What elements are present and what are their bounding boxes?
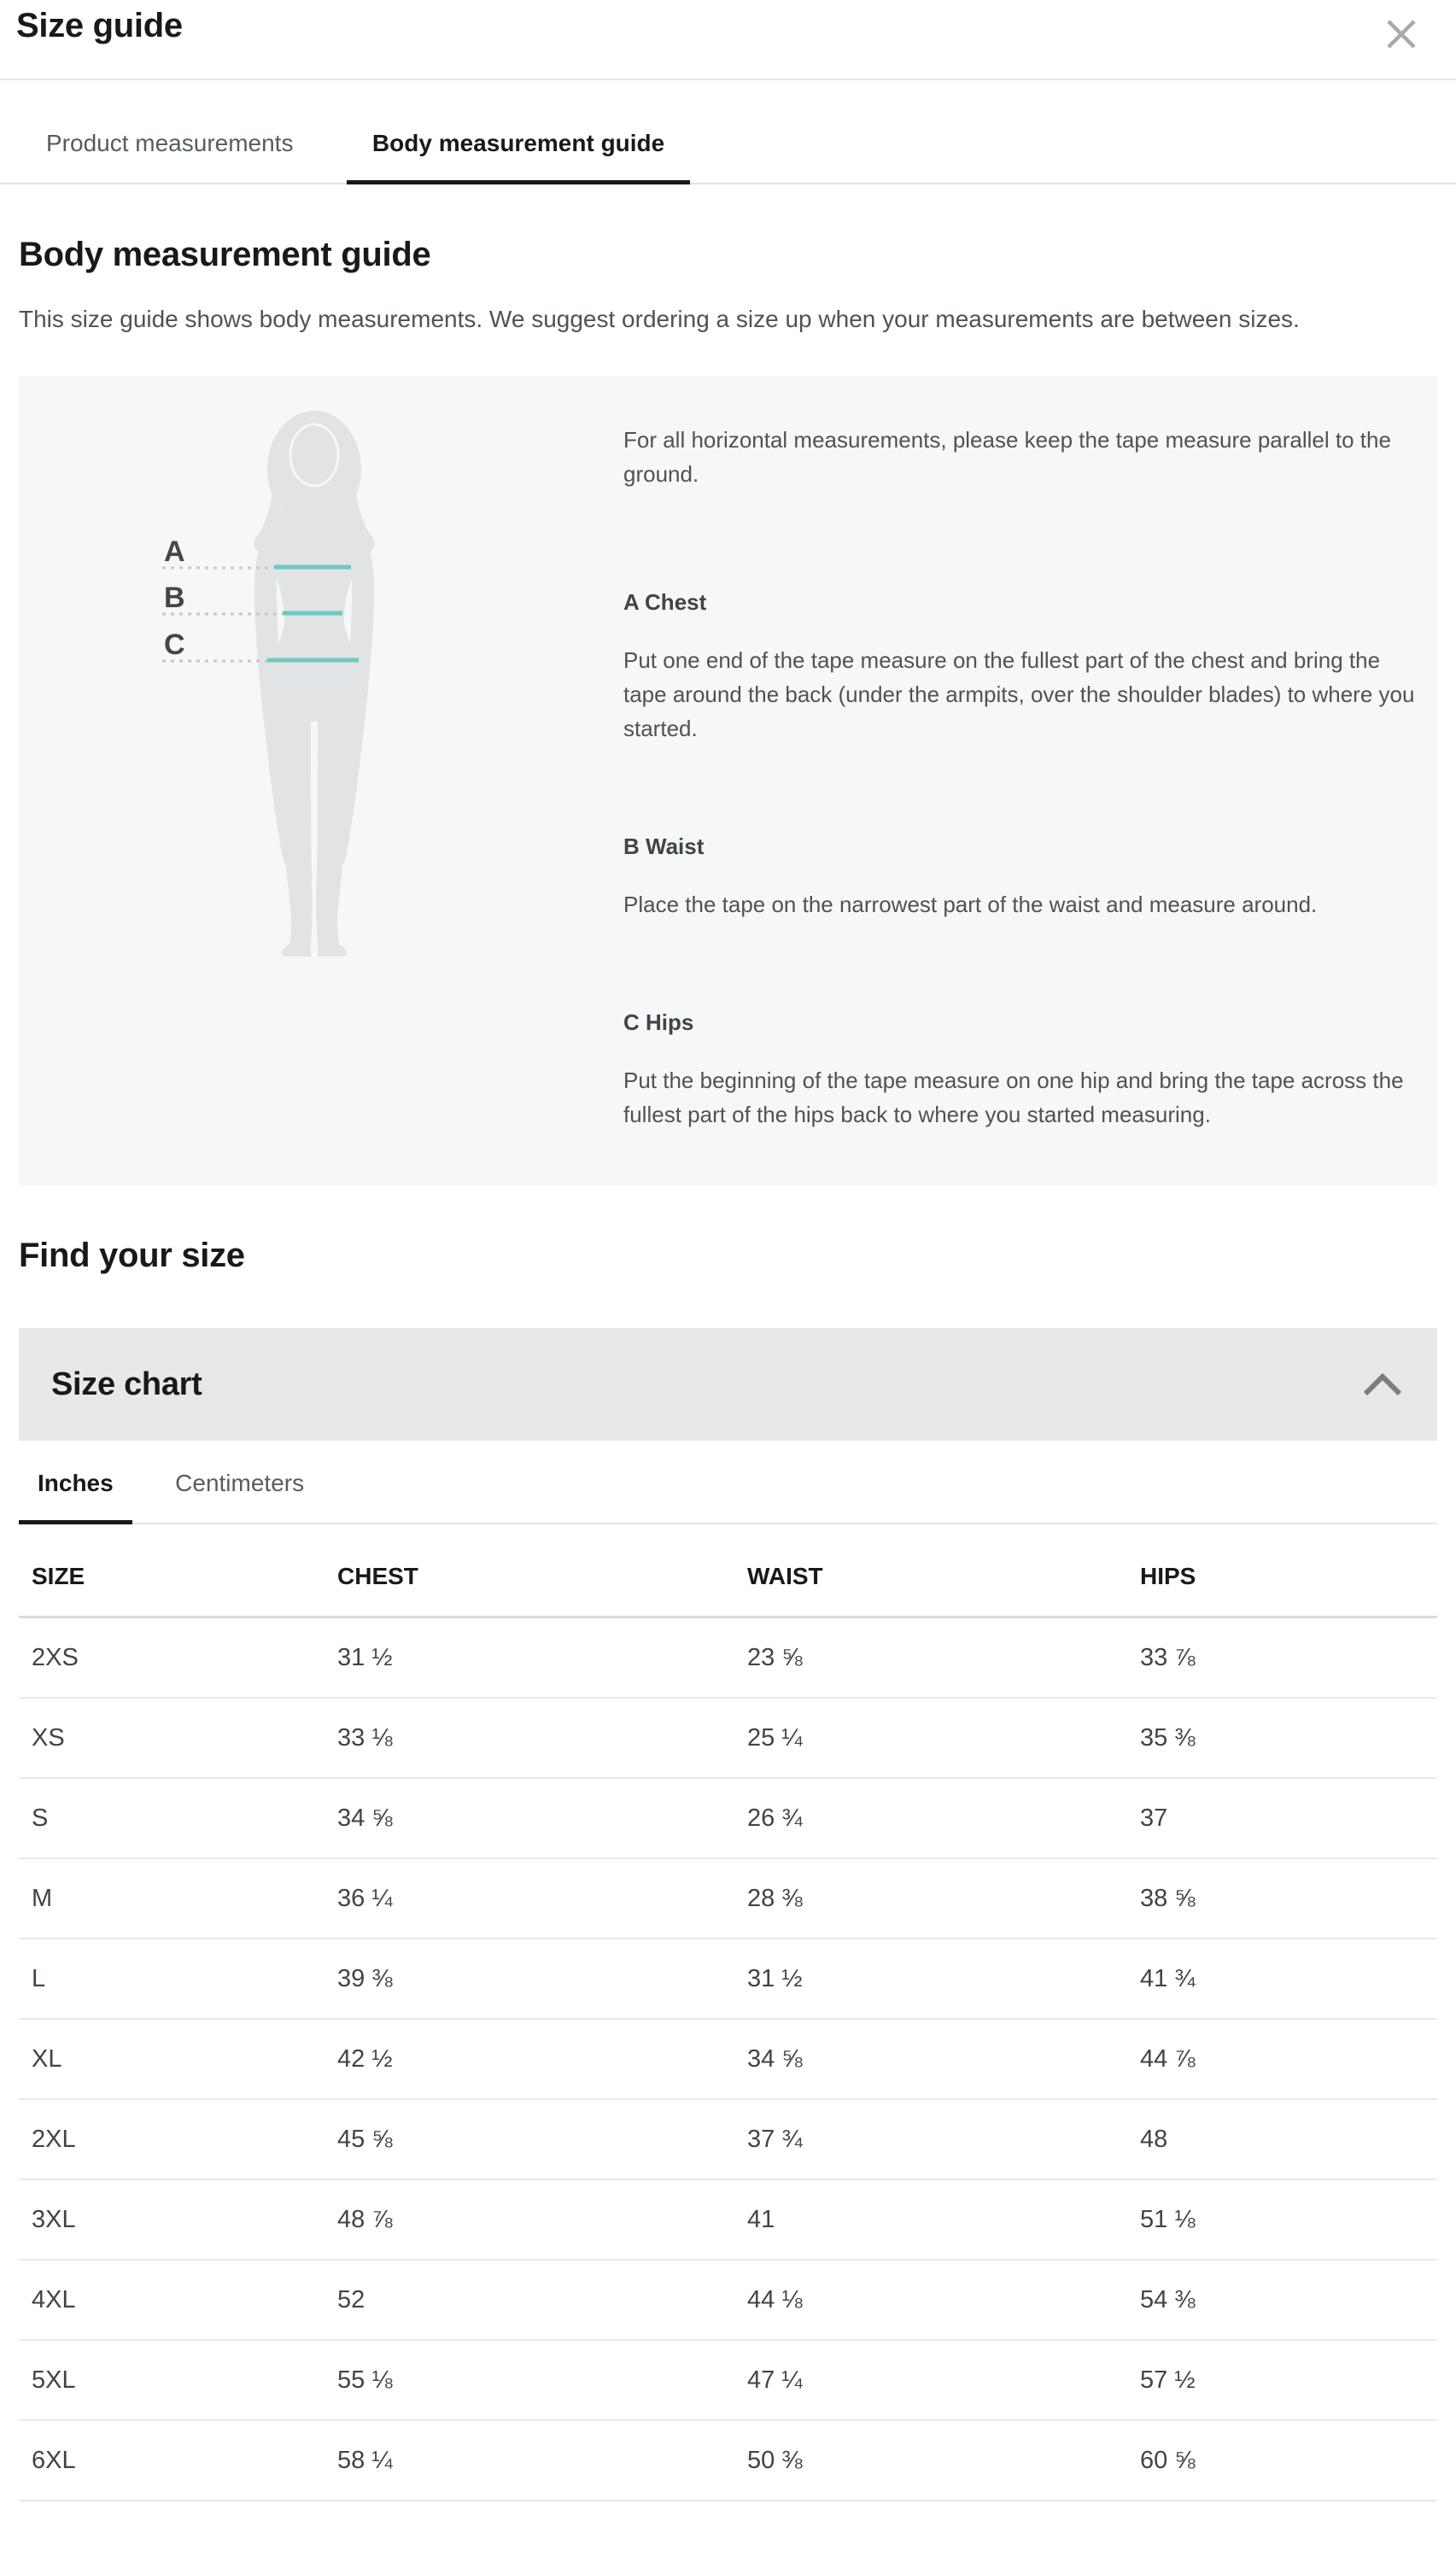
tab-body-measurement-guide[interactable]: Body measurement guide [347,130,690,183]
body-guide-heading: Body measurement guide [19,236,431,273]
cell-waist: 44 ⅛ [734,2260,1127,2340]
cell-size: 6XL [19,2420,325,2501]
cell-chest: 42 ½ [325,2019,734,2099]
cell-waist: 23 ⅝ [734,1617,1127,1699]
cell-chest: 52 [325,2260,734,2340]
tape-note: For all horizontal measurements, please keep the tape measure parallel to the ground. [623,427,1391,487]
cell-waist: 34 ⅝ [734,2019,1127,2099]
table-row [19,2179,1437,2260]
table-row [19,1858,1437,1939]
cell-hips: 48 [1127,2099,1437,2179]
col-size: SIZE [19,1563,325,1617]
table-row [19,2099,1437,2179]
measurement-instructions [617,377,1437,1185]
cell-size: 2XS [19,1617,325,1699]
waist-label: B Waist [623,834,705,859]
unit-tabs [19,1441,1437,1524]
cell-chest: 36 ¼ [325,1858,734,1939]
cell-hips: 33 ⅞ [1127,1617,1437,1699]
guide-tabs [0,80,1456,184]
tab-product-measurements[interactable]: Product measurements [46,130,294,156]
dialog-header [0,0,1456,80]
col-chest: CHEST [325,1563,734,1617]
cell-size: L [19,1939,325,2019]
cell-size: 5XL [19,2340,325,2420]
close-icon [1383,15,1420,53]
cell-hips: 60 ⅝ [1127,2420,1437,2501]
cell-chest: 45 ⅝ [325,2099,734,2179]
cell-size: M [19,1858,325,1939]
close-button[interactable] [1377,10,1425,61]
cell-size: XL [19,2019,325,2099]
figure-label-c: C [164,629,185,661]
cell-chest: 34 ⅝ [325,1778,734,1858]
tab-inches[interactable]: Inches [19,1470,132,1523]
cell-hips: 37 [1127,1778,1437,1858]
chest-text: Put one end of the tape measure on the fullest part of the chest and bring the tape around the back (under the armpits, over the shoulder blades) to where you started. [623,647,1415,741]
table-row [19,1778,1437,1858]
body-figure [19,377,617,1185]
cell-hips: 57 ½ [1127,2340,1437,2420]
cell-waist: 26 ¾ [734,1778,1127,1858]
cell-size: 2XL [19,2099,325,2179]
table-row [19,2340,1437,2420]
cell-waist: 25 ¼ [734,1698,1127,1778]
cell-chest: 33 ⅛ [325,1698,734,1778]
figure-label-a: A [164,535,185,568]
cell-waist: 31 ½ [734,1939,1127,2019]
cell-waist: 37 ¾ [734,2099,1127,2179]
dialog-content [0,236,1456,2501]
cell-size: XS [19,1698,325,1778]
size-chart-toggle[interactable] [19,1328,1437,1441]
cell-waist: 50 ⅜ [734,2420,1127,2501]
hips-text: Put the beginning of the tape measure on one hip and bring the tape across the fullest part of the hips back to where you started measuring. [623,1068,1404,1127]
cell-chest: 58 ¼ [325,2420,734,2501]
table-row [19,2019,1437,2099]
cell-size: 3XL [19,2179,325,2260]
cell-waist: 41 [734,2179,1127,2260]
chevron-up-icon [1360,1372,1405,1397]
table-row [19,1617,1437,1699]
table-row [19,1698,1437,1778]
cell-hips: 35 ⅜ [1127,1698,1437,1778]
cell-hips: 38 ⅝ [1127,1858,1437,1939]
figure-area [19,377,617,1185]
chest-label: A Chest [623,589,707,615]
hips-section [623,1005,1420,1132]
dialog-title: Size guide [16,7,183,44]
size-table [19,1563,1437,2501]
cell-hips: 44 ⅞ [1127,2019,1437,2099]
body-guide-intro: This size guide shows body measurements. We suggest ordering a size up when your measurements are between sizes. [19,306,1300,332]
cell-hips: 54 ⅜ [1127,2260,1437,2340]
waist-section [623,829,1420,921]
table-row [19,2420,1437,2501]
cell-waist: 47 ¼ [734,2340,1127,2420]
waist-text: Place the tape on the narrowest part of the waist and measure around. [623,892,1318,917]
cell-waist: 28 ⅜ [734,1858,1127,1939]
col-waist: WAIST [734,1563,1127,1617]
cell-size: 4XL [19,2260,325,2340]
cell-chest: 31 ½ [325,1617,734,1699]
table-row [19,2260,1437,2340]
find-your-size-heading: Find your size [19,1237,245,1274]
figure-label-b: B [164,582,185,614]
chest-section [623,585,1420,746]
table-header-row [19,1563,1437,1617]
tab-centimeters[interactable]: Centimeters [175,1470,305,1496]
cell-chest: 39 ⅜ [325,1939,734,2019]
hips-label: C Hips [623,1009,694,1035]
cell-chest: 48 ⅞ [325,2179,734,2260]
cell-chest: 55 ⅛ [325,2340,734,2420]
size-chart-title: Size chart [51,1366,202,1402]
cell-size: S [19,1778,325,1858]
measurement-panel [19,377,1437,1185]
table-row [19,1939,1437,2019]
cell-hips: 51 ⅛ [1127,2179,1437,2260]
cell-hips: 41 ¾ [1127,1939,1437,2019]
col-hips: HIPS [1127,1563,1437,1617]
